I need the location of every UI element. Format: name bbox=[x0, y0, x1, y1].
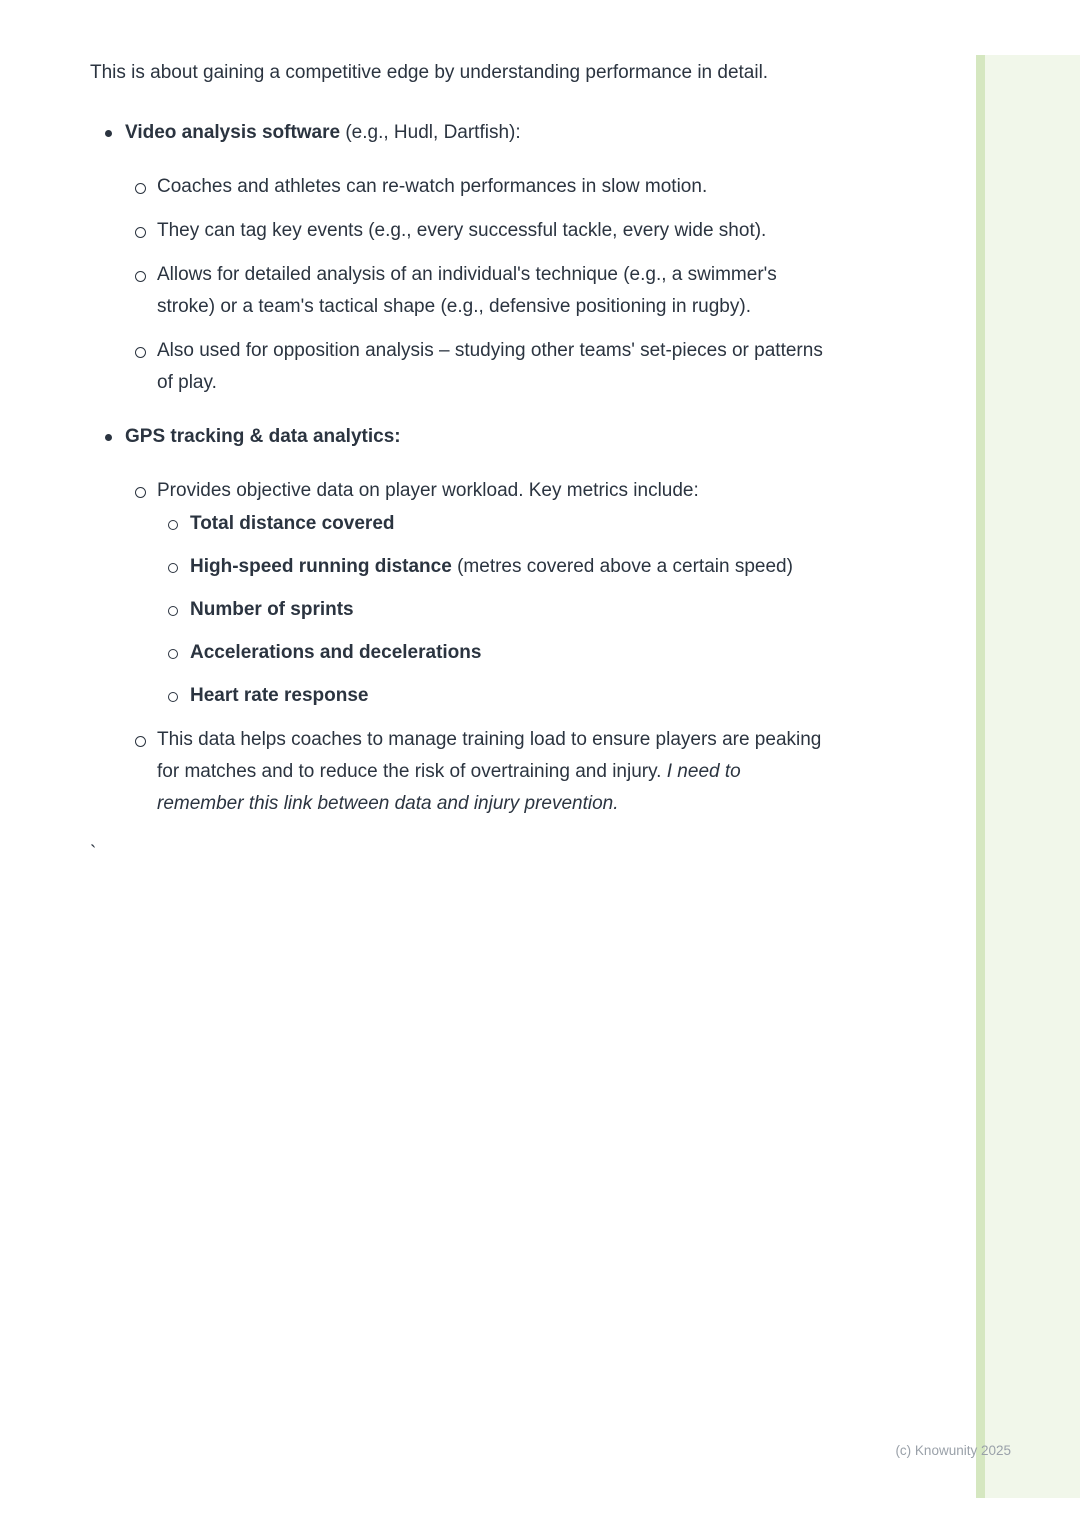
metric-bold: Heart rate response bbox=[190, 685, 369, 706]
metric-rest: (metres covered above a certain speed) bbox=[451, 556, 793, 577]
metric-bold: Total distance covered bbox=[190, 513, 395, 534]
section-heading-rest: (e.g., Hudl, Dartfish): bbox=[340, 122, 521, 143]
list-item-video-analysis bbox=[90, 117, 830, 399]
metric-item bbox=[157, 680, 830, 712]
copyright-footer: (c) Knowunity 2025 bbox=[895, 1443, 1011, 1458]
sub-bullet-item bbox=[125, 724, 830, 820]
metric-item bbox=[157, 594, 830, 626]
list-item-gps-tracking bbox=[90, 421, 830, 820]
page-edge-stripe bbox=[976, 55, 1080, 1498]
sub-bullet-list bbox=[125, 475, 830, 820]
sub-bullet-text: Provides objective data on player workload. Key metrics include: bbox=[157, 480, 699, 501]
section-heading-bold: Video analysis software bbox=[125, 122, 341, 143]
sub-bullet-item: Allows for detailed analysis of an individual's technique (e.g., a swimmer's stroke) or a team's tactical shape (e.g., defensive positioning in rugby). bbox=[125, 259, 830, 323]
sub-bullet-item: They can tag key events (e.g., every successful tackle, every wide shot). bbox=[125, 215, 830, 247]
sub-bullet-item: Also used for opposition analysis – studying other teams' set-pieces or patterns of play. bbox=[125, 335, 830, 399]
sub-bullet-list bbox=[125, 171, 830, 399]
bullet-list bbox=[90, 117, 830, 820]
sub-bullet-text: This data helps coaches to manage training load to ensure players are peaking for matches and to reduce the risk of overtraining and injury. bbox=[157, 729, 822, 782]
document-content bbox=[90, 57, 830, 870]
metric-bold: Number of sprints bbox=[190, 599, 354, 620]
stray-backtick-character: ` bbox=[90, 843, 97, 864]
metric-item bbox=[157, 508, 830, 540]
section-heading bbox=[125, 117, 830, 149]
sub-bullet-italic-note: I need to remember this link between data and injury prevention. bbox=[157, 761, 741, 814]
metric-item bbox=[157, 551, 830, 583]
metric-item bbox=[157, 637, 830, 669]
metric-bold: High-speed running distance bbox=[190, 556, 452, 577]
section-heading bbox=[125, 421, 830, 453]
sub-bullet-item bbox=[125, 475, 830, 712]
metric-list bbox=[157, 508, 830, 712]
sub-bullet-item: Coaches and athletes can re-watch performances in slow motion. bbox=[125, 171, 830, 203]
metric-bold: Accelerations and decelerations bbox=[190, 642, 482, 663]
intro-paragraph: This is about gaining a competitive edge by understanding performance in detail. bbox=[90, 62, 769, 83]
section-heading-bold: GPS tracking & data analytics: bbox=[125, 426, 401, 447]
